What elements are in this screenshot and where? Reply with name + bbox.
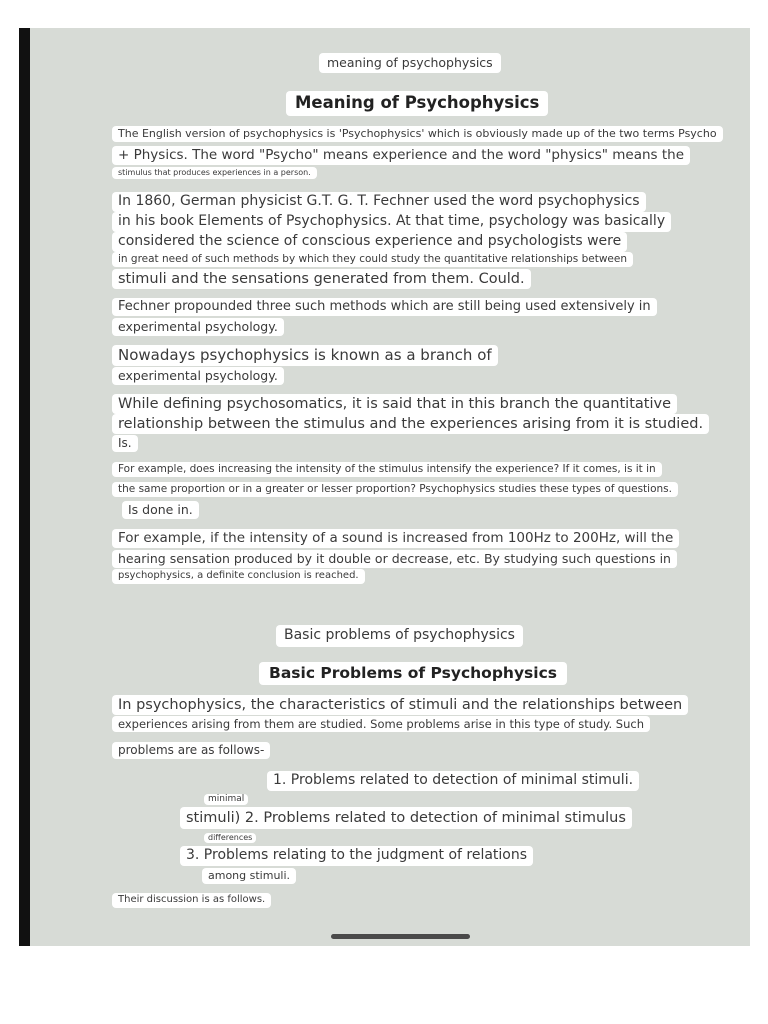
paragraph-line: considered the science of conscious experience and psychologists were [112,232,627,252]
paragraph-line: Is. [112,435,138,452]
list-item: among stimuli. [202,868,296,884]
paragraph-line: + Physics. The word "Psycho" means experience and the word "physics" means the [112,146,690,165]
paragraph-line: experimental psychology. [112,318,284,336]
list-item: 3. Problems relating to the judgment of relations [180,846,533,866]
paragraph-line: the same proportion or in a greater or lesser proportion? Psychophysics studies these types of questions. [112,482,678,497]
paragraph-line: Their discussion is as follows. [112,893,271,908]
paragraph-line: stimulus that produces experiences in a person. [112,167,317,179]
home-indicator-bar[interactable] [331,934,470,939]
paragraph-line: problems are as follows- [112,742,270,759]
paragraph-line: in great need of such methods by which they could study the quantitative relationships between [112,252,633,267]
paragraph-line: relationship between the stimulus and the experiences arising from it is studied. [112,414,709,434]
document-page [19,28,750,946]
paragraph-line: stimuli and the sensations generated from them. Could. [112,269,531,289]
section-heading: Basic Problems of Psychophysics [259,662,567,685]
paragraph-line: The English version of psychophysics is 'Psychophysics' which is obviously made up of the two terms Psycho [112,126,723,142]
section-label: Basic problems of psychophysics [276,625,523,647]
paragraph-line: While defining psychosomatics, it is said that in this branch the quantitative [112,394,677,414]
left-edge-bar [19,28,30,946]
paragraph-line: in his book Elements of Psychophysics. At that time, psychology was basically [112,212,671,232]
paragraph-line: psychophysics, a definite conclusion is reached. [112,569,365,584]
paragraph-line: experimental psychology. [112,367,284,385]
paragraph-line: In psychophysics, the characteristics of stimuli and the relationships between [112,695,688,715]
paragraph-line: hearing sensation produced by it double or decrease, etc. By studying such questions in [112,550,677,568]
list-item: 1. Problems related to detection of minimal stimuli. [267,771,639,791]
section-heading: Meaning of Psychophysics [286,91,548,116]
paragraph-line: For example, does increasing the intensity of the stimulus intensify the experience? If it comes, is it in [112,462,662,477]
section-label: meaning of psychophysics [319,53,501,73]
list-item: stimuli) 2. Problems related to detection of minimal stimulus [180,807,632,829]
list-note: minimal [204,794,248,805]
paragraph-line: Fechner propounded three such methods which are still being used extensively in [112,298,657,316]
list-note: differences [204,833,256,843]
paragraph-line: Is done in. [122,501,199,519]
paragraph-line: In 1860, German physicist G.T. G. T. Fechner used the word psychophysics [112,192,646,212]
paragraph-line: Nowadays psychophysics is known as a branch of [112,345,498,366]
paragraph-line: experiences arising from them are studied. Some problems arise in this type of study. Such [112,716,650,732]
paragraph-line: For example, if the intensity of a sound is increased from 100Hz to 200Hz, will the [112,529,679,548]
